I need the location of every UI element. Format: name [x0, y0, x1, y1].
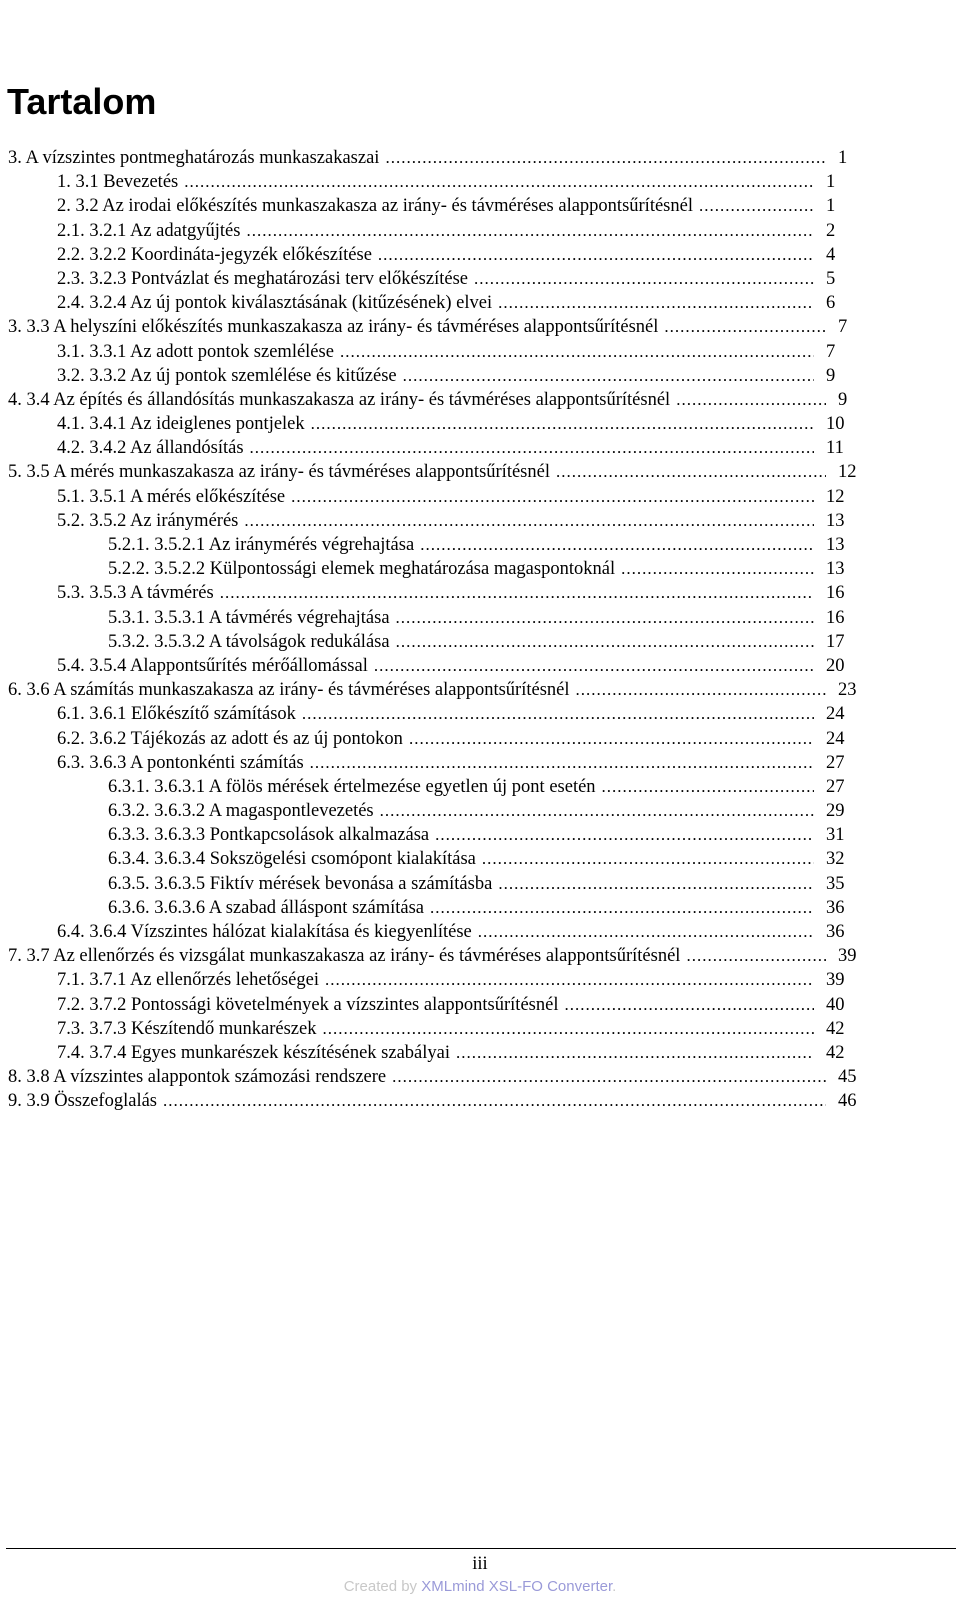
- toc-dot-leader: [409, 727, 814, 751]
- credit-link[interactable]: XMLmind XSL-FO Converter: [421, 1578, 613, 1595]
- toc-dot-leader: [396, 606, 814, 630]
- toc-entry[interactable]: [0, 170, 960, 194]
- toc-entry-page-number: 24: [826, 704, 845, 725]
- toc-entry-label: 2.3. 3.2.3 Pontvázlat és meghatározási terv előkészítése: [57, 268, 468, 289]
- toc-entry[interactable]: [0, 702, 960, 726]
- toc-entry-page-number: 40: [826, 994, 845, 1015]
- credit-suffix: .: [612, 1578, 617, 1595]
- toc-entry-page-number: 1: [826, 196, 836, 217]
- toc-entry-row: [57, 509, 818, 533]
- toc-entry-page-number: 5: [826, 268, 836, 289]
- toc-dot-leader: [576, 678, 827, 702]
- toc-dot-leader: [378, 243, 814, 267]
- toc-entry-row: [57, 291, 818, 315]
- toc-entry-row: [57, 485, 818, 509]
- toc-entry-row: [108, 847, 818, 871]
- toc-dot-leader: [374, 654, 814, 678]
- toc-entry-row: [57, 267, 818, 291]
- toc-entry-row: [57, 219, 818, 243]
- toc-entry-row: [108, 630, 818, 654]
- toc-entry[interactable]: [0, 557, 960, 581]
- toc-entry[interactable]: [0, 1017, 960, 1041]
- toc-entry-label: 6.4. 3.6.4 Vízszintes hálózat kialakítása és kiegyenlítése: [57, 922, 472, 942]
- toc-entry-label: 7.1. 3.7.1 Az ellenőrzés lehetőségei: [57, 970, 319, 991]
- toc-dot-leader: [556, 460, 826, 484]
- toc-dot-leader: [380, 799, 814, 823]
- toc-entry[interactable]: [0, 146, 960, 170]
- table-of-contents: [0, 146, 960, 1114]
- toc-entry-row: [57, 1041, 818, 1065]
- toc-entry-label: 7.3. 3.7.3 Készítendő munkarészek: [57, 1018, 317, 1039]
- toc-dot-leader: [699, 194, 814, 218]
- page-number: iii: [472, 1554, 488, 1574]
- toc-dot-leader: [322, 1017, 814, 1041]
- toc-entry-label: 6.3.1. 3.6.3.1 A fölös mérések értelmezése egyetlen új pont esetén: [108, 776, 596, 797]
- toc-entry-label: 2.2. 3.2.2 Koordináta-jegyzék előkészítése: [57, 244, 372, 265]
- toc-entry-page-number: 4: [826, 244, 836, 265]
- toc-dot-leader: [430, 896, 814, 920]
- toc-dot-leader: [311, 412, 814, 436]
- toc-dot-leader: [325, 968, 814, 992]
- toc-dot-leader: [340, 340, 814, 364]
- toc-entry-label: 8. 3.8 A vízszintes alappontok számozási rendszere: [8, 1067, 387, 1088]
- toc-entry-page-number: 20: [826, 655, 845, 676]
- toc-entry[interactable]: [0, 775, 960, 799]
- toc-entry[interactable]: [0, 219, 960, 243]
- toc-entry-label: 4.1. 3.4.1 Az ideiglenes pontjelek: [57, 414, 305, 435]
- toc-entry-row: [57, 751, 818, 775]
- toc-entry-label: 3. 3.3 A helyszíni előkészítés munkaszakasza az irány- és távméréses alappontsűrítésnél: [8, 317, 659, 338]
- toc-entry-row: [57, 702, 818, 726]
- toc-dot-leader: [220, 581, 814, 605]
- toc-entry-page-number: 35: [826, 873, 845, 894]
- toc-dot-leader: [664, 315, 826, 339]
- toc-dot-leader: [435, 823, 814, 847]
- toc-entry-label: 5. 3.5 A mérés munkaszakasza az irány- és távméréses alappontsűrítésnél: [8, 462, 550, 483]
- toc-dot-leader: [184, 170, 814, 194]
- toc-entry-page-number: 24: [826, 728, 845, 749]
- toc-entry-label: 3. A vízszintes pontmeghatározás munkaszakaszai: [8, 148, 380, 168]
- toc-entry-row: [57, 968, 818, 992]
- toc-entry-page-number: 36: [826, 897, 845, 918]
- toc-entry-page-number: 16: [826, 607, 845, 628]
- toc-entry-page-number: 12: [838, 462, 857, 483]
- credit-prefix: Created by: [343, 1578, 422, 1595]
- toc-dot-leader: [310, 751, 814, 775]
- toc-entry[interactable]: [0, 606, 960, 630]
- toc-entry-label: 7. 3.7 Az ellenőrzés és vizsgálat munkaszakasza az irány- és távméréses alappontsűrítésnél: [8, 946, 681, 967]
- toc-dot-leader: [385, 146, 826, 170]
- toc-entry[interactable]: [0, 315, 960, 339]
- toc-dot-leader: [163, 1089, 826, 1113]
- toc-entry[interactable]: [0, 678, 960, 702]
- toc-entry[interactable]: [0, 630, 960, 654]
- toc-entry[interactable]: [0, 581, 960, 605]
- toc-entry[interactable]: [0, 751, 960, 775]
- toc-entry-page-number: 17: [826, 631, 845, 652]
- toc-entry[interactable]: [0, 872, 960, 896]
- toc-entry-row: [108, 823, 818, 847]
- toc-entry-label: 6.3.5. 3.6.3.5 Fiktív mérések bevonása a számításba: [108, 873, 493, 894]
- toc-entry-label: 6.3.4. 3.6.3.4 Sokszögelési csomópont kialakítása: [108, 849, 476, 870]
- toc-entry-row: [108, 799, 818, 823]
- toc-entry-page-number: 42: [826, 1018, 845, 1039]
- toc-entry-label: 3.2. 3.3.2 Az új pontok szemlélése és kitűzése: [57, 365, 397, 386]
- toc-entry-row: [57, 727, 818, 751]
- toc-entry-page-number: 32: [826, 849, 845, 870]
- footer-divider: [6, 1548, 956, 1549]
- toc-entry-page-number: 6: [826, 293, 836, 314]
- toc-entry-label: 5.4. 3.5.4 Alappontsűrítés mérőállomással: [57, 655, 368, 676]
- toc-entry-label: 2. 3.2 Az irodai előkészítés munkaszakasza az irány- és távméréses alappontsűrítésnél: [57, 196, 693, 217]
- toc-entry-label: 6.2. 3.6.2 Tájékozás az adott és az új pontokon: [57, 728, 403, 749]
- toc-entry-label: 6.3. 3.6.3 A pontonkénti számítás: [57, 752, 304, 773]
- toc-dot-leader: [396, 630, 814, 654]
- toc-dot-leader: [302, 702, 814, 726]
- toc-entry-label: 1. 3.1 Bevezetés: [57, 172, 179, 193]
- toc-dot-leader: [403, 364, 814, 388]
- toc-entry[interactable]: [0, 509, 960, 533]
- toc-entry-row: [8, 678, 830, 702]
- toc-entry-page-number: 11: [826, 438, 844, 459]
- toc-entry[interactable]: [0, 968, 960, 992]
- toc-entry[interactable]: [0, 436, 960, 460]
- toc-entry[interactable]: [0, 1041, 960, 1065]
- toc-dot-leader: [250, 436, 814, 460]
- toc-entry[interactable]: [0, 727, 960, 751]
- toc-entry[interactable]: [0, 340, 960, 364]
- toc-entry-label: 4.2. 3.4.2 Az állandósítás: [57, 438, 244, 459]
- toc-entry-row: [108, 533, 818, 557]
- toc-entry-row: [8, 944, 830, 968]
- toc-entry-page-number: 39: [838, 946, 857, 967]
- toc-dot-leader: [456, 1041, 814, 1065]
- toc-entry[interactable]: [0, 533, 960, 557]
- toc-entry-label: 2.4. 3.2.4 Az új pontok kiválasztásának (kitűzésének) elvei: [57, 293, 493, 314]
- toc-entry-row: [8, 315, 830, 339]
- toc-entry-row: [8, 1089, 830, 1113]
- toc-entry-row: [108, 872, 818, 896]
- toc-dot-leader: [478, 920, 814, 944]
- toc-entry-page-number: 31: [826, 825, 845, 846]
- toc-dot-leader: [564, 993, 814, 1017]
- toc-entry[interactable]: [0, 194, 960, 218]
- toc-entry-label: 5.3.1. 3.5.3.1 A távmérés végrehajtása: [108, 607, 390, 628]
- toc-entry[interactable]: [0, 993, 960, 1017]
- toc-entry-page-number: 36: [826, 922, 845, 942]
- toc-entry-label: 2.1. 3.2.1 Az adatgyűjtés: [57, 220, 241, 241]
- toc-entry-label: 6.3.3. 3.6.3.3 Pontkapcsolások alkalmazása: [108, 825, 430, 846]
- toc-entry-page-number: 39: [826, 970, 845, 991]
- toc-entry-row: [57, 340, 818, 364]
- toc-entry-label: 5.2. 3.5.2 Az iránymérés: [57, 510, 239, 531]
- toc-entry-row: [57, 993, 818, 1017]
- toc-entry-row: [57, 412, 818, 436]
- toc-dot-leader: [686, 944, 826, 968]
- toc-entry-row: [57, 243, 818, 267]
- toc-entry[interactable]: [0, 920, 960, 944]
- toc-dot-leader: [291, 485, 814, 509]
- toc-entry[interactable]: [0, 654, 960, 678]
- toc-entry-row: [57, 920, 818, 944]
- toc-entry-page-number: 9: [838, 389, 848, 410]
- toc-entry-page-number: 27: [826, 752, 845, 773]
- toc-entry-label: 6.3.2. 3.6.3.2 A magaspontlevezetés: [108, 801, 374, 822]
- toc-dot-leader: [498, 291, 814, 315]
- toc-entry[interactable]: [0, 847, 960, 871]
- toc-dot-leader: [474, 267, 814, 291]
- toc-entry-label: 4. 3.4 Az építés és állandósítás munkaszakasza az irány- és távméréses alappontsűrítésnél: [8, 389, 671, 410]
- toc-entry-row: [57, 581, 818, 605]
- toc-entry-page-number: 2: [826, 220, 836, 241]
- toc-entry-page-number: 13: [826, 535, 845, 555]
- toc-entry-label: 5.3.2. 3.5.3.2 A távolságok redukálása: [108, 631, 390, 652]
- toc-entry-row: [57, 436, 818, 460]
- toc-entry-row: [108, 775, 818, 799]
- toc-entry-label: 5.1. 3.5.1 A mérés előkészítése: [57, 486, 286, 507]
- toc-entry-page-number: 1: [826, 172, 836, 193]
- toc-dot-leader: [621, 557, 814, 581]
- toc-entry[interactable]: [0, 291, 960, 315]
- toc-entry-page-number: 42: [826, 1042, 845, 1063]
- toc-entry[interactable]: [0, 388, 960, 412]
- toc-dot-leader: [602, 775, 814, 799]
- toc-entry-page-number: 27: [826, 776, 845, 797]
- toc-entry[interactable]: [0, 823, 960, 847]
- generator-credit: [0, 1577, 960, 1597]
- toc-entry[interactable]: [0, 460, 960, 484]
- toc-dot-leader: [498, 872, 814, 896]
- toc-entry[interactable]: [0, 944, 960, 968]
- toc-entry-row: [57, 364, 818, 388]
- toc-entry[interactable]: [0, 896, 960, 920]
- toc-entry-page-number: 45: [838, 1067, 857, 1088]
- toc-entry-row: [57, 194, 818, 218]
- toc-entry-page-number: 13: [826, 559, 845, 580]
- toc-entry-page-number: 46: [838, 1091, 857, 1112]
- toc-entry-row: [8, 460, 830, 484]
- toc-entry-page-number: 1: [838, 148, 848, 168]
- toc-entry[interactable]: [0, 267, 960, 291]
- toc-entry-row: [108, 557, 818, 581]
- toc-entry-label: 6.3.6. 3.6.3.6 A szabad álláspont számítása: [108, 897, 424, 918]
- toc-dot-leader: [420, 533, 814, 557]
- toc-entry[interactable]: [0, 1065, 960, 1089]
- page-title: Tartalom: [7, 81, 157, 122]
- toc-dot-leader: [246, 219, 814, 243]
- toc-entry-page-number: 9: [826, 365, 836, 386]
- toc-dot-leader: [676, 388, 826, 412]
- toc-entry-page-number: 23: [838, 680, 857, 701]
- toc-entry-page-number: 12: [826, 486, 845, 507]
- toc-entry[interactable]: [0, 485, 960, 509]
- toc-entry-label: 7.4. 3.7.4 Egyes munkarészek készítésének szabályai: [57, 1042, 450, 1063]
- toc-entry-page-number: 13: [826, 510, 845, 531]
- toc-entry[interactable]: [0, 243, 960, 267]
- toc-entry[interactable]: [0, 1089, 960, 1113]
- toc-entry-page-number: 7: [826, 341, 836, 362]
- toc-dot-leader: [244, 509, 814, 533]
- toc-entry-label: 3.1. 3.3.1 Az adott pontok szemlélése: [57, 341, 334, 362]
- toc-entry-label: 6.1. 3.6.1 Előkészítő számítások: [57, 704, 296, 725]
- toc-entry-row: [8, 388, 830, 412]
- toc-entry-page-number: 10: [826, 414, 845, 435]
- toc-entry-label: 6. 3.6 A számítás munkaszakasza az irány- és távméréses alappontsűrítésnél: [8, 680, 570, 701]
- toc-entry[interactable]: [0, 412, 960, 436]
- toc-entry-page-number: 29: [826, 801, 845, 822]
- toc-entry-row: [57, 170, 818, 194]
- toc-entry-row: [57, 1017, 818, 1041]
- toc-entry-label: 9. 3.9 Összefoglalás: [8, 1091, 157, 1112]
- toc-entry-label: 5.2.2. 3.5.2.2 Külpontossági elemek meghatározása magaspontoknál: [108, 559, 616, 580]
- toc-dot-leader: [482, 847, 814, 871]
- toc-dot-leader: [392, 1065, 826, 1089]
- toc-entry-row: [8, 146, 830, 170]
- toc-entry-label: 5.3. 3.5.3 A távmérés: [57, 583, 214, 604]
- toc-entry-page-number: 7: [838, 317, 848, 338]
- toc-entry-row: [57, 654, 818, 678]
- toc-entry-label: 7.2. 3.7.2 Pontossági követelmények a vízszintes alappontsűrítésnél: [57, 994, 559, 1015]
- toc-entry-row: [8, 1065, 830, 1089]
- toc-entry-row: [108, 896, 818, 920]
- toc-entry[interactable]: [0, 799, 960, 823]
- toc-entry-row: [108, 606, 818, 630]
- toc-entry-page-number: 16: [826, 583, 845, 604]
- toc-entry-label: 5.2.1. 3.5.2.1 Az iránymérés végrehajtása: [108, 535, 415, 555]
- toc-entry[interactable]: [0, 364, 960, 388]
